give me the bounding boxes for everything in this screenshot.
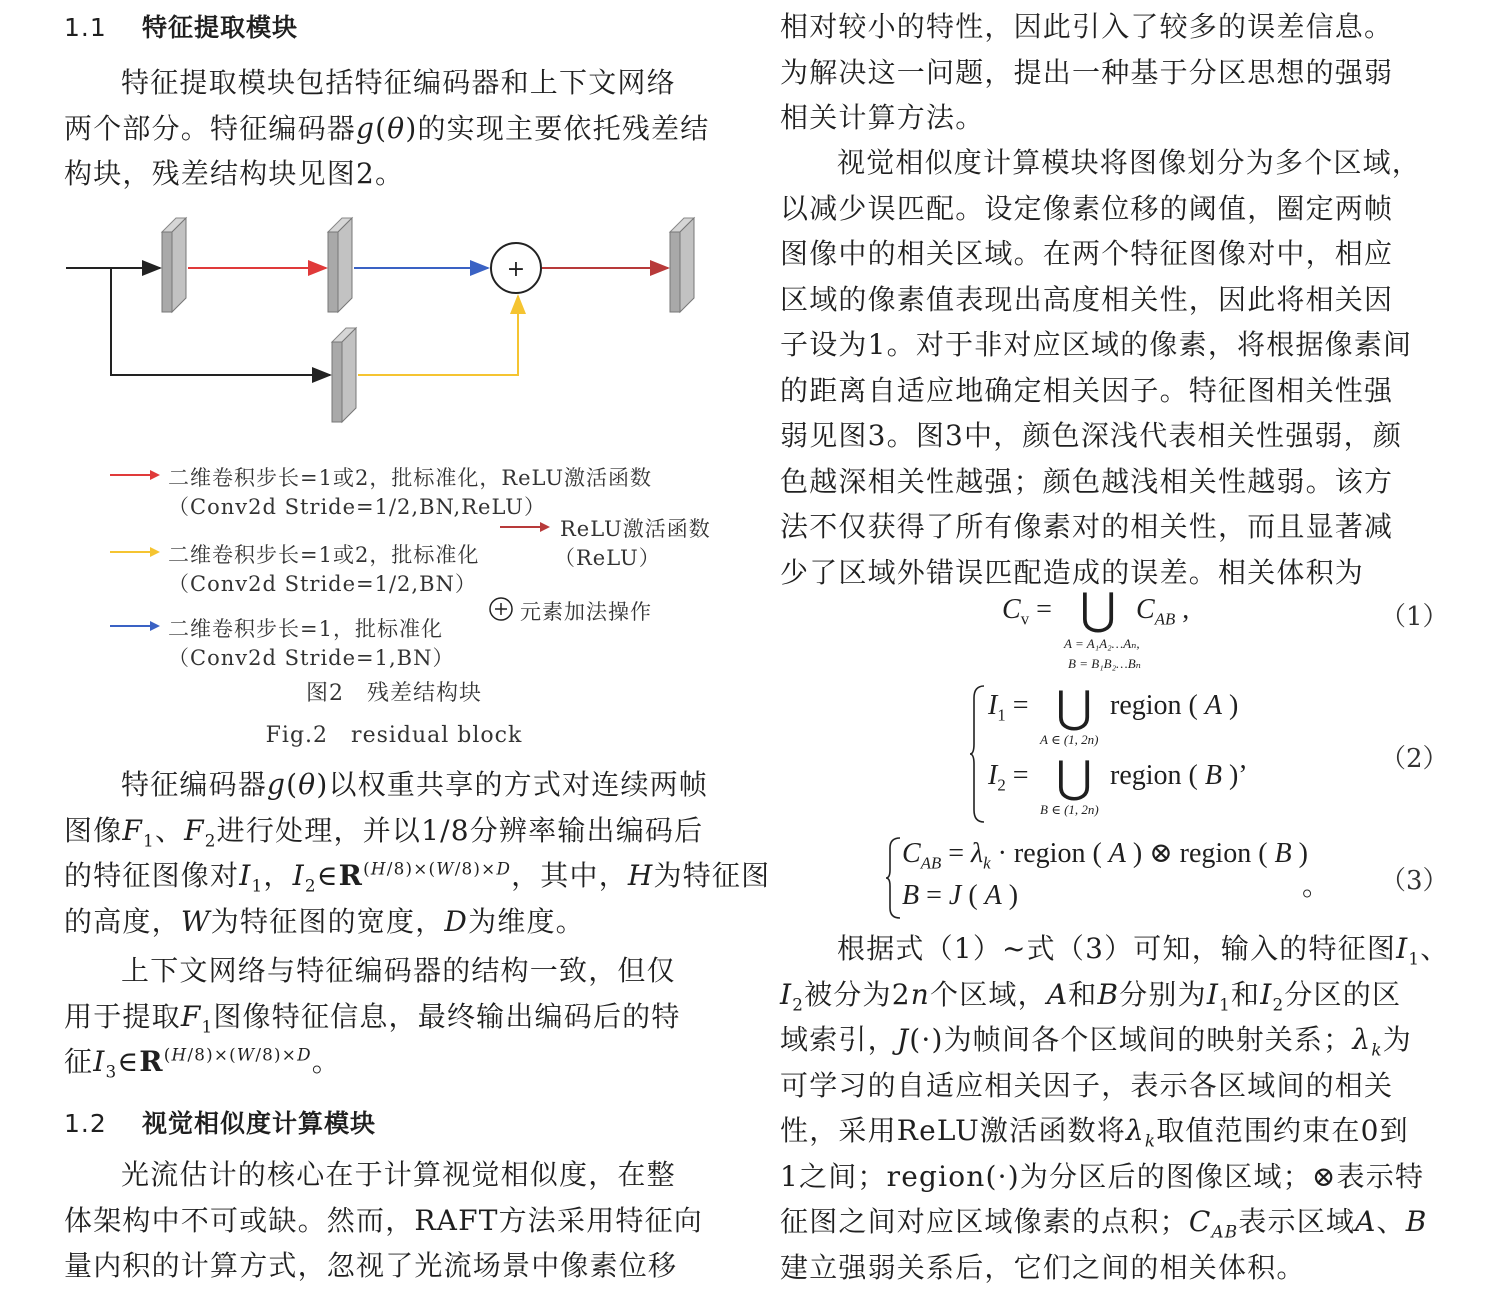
figure-caption-cn: 图2 残差结构块 — [306, 681, 482, 706]
conv-block-1 — [162, 218, 186, 312]
text-line: 根据式（1）~式（3）可知，输入的特征图$I_1$、 — [837, 932, 1450, 969]
text-line: 的高度，W为特征图的宽度，D为维度。 — [64, 904, 585, 938]
eq3-period: 。 — [1302, 871, 1331, 902]
section-number: 1.1 — [64, 13, 107, 42]
section-number: 1.2 — [64, 1109, 107, 1138]
legend-blue-arrow-icon — [110, 620, 162, 632]
legend-blue-text: 二维卷积步长=1，批标准化 — [168, 617, 443, 641]
legend-dark-red-subtext: （ReLU） — [554, 546, 661, 570]
text-line: 1之间；region(·)为分区后的图像区域；⊗表示特 — [780, 1159, 1425, 1193]
text-line: 特征提取模块包括特征编码器和上下文网络 — [121, 66, 676, 99]
section-title: 视觉相似度计算模块 — [142, 1109, 377, 1138]
text-line: 用于提取$F_1$图像特征信息，最终输出编码后的特 — [64, 999, 681, 1037]
eq2-union-index-b: B ∈ (1, 2n) — [1040, 802, 1099, 817]
eq1-union-index-a: A = A₁A₂…Aₙ, — [1064, 636, 1140, 651]
text-line: 色越深相关性越强；颜色越浅相关性越弱。该方 — [780, 464, 1394, 498]
text-line: 为解决这一问题，提出一种基于分区思想的强弱 — [780, 55, 1394, 89]
figure-legend — [64, 462, 724, 672]
legend-red-text: 二维卷积步长=1或2，批标准化，ReLU激活函数 — [168, 466, 653, 490]
text-line: 构块，残差结构块见图2。 — [64, 157, 405, 190]
conv-block-skip — [332, 328, 356, 422]
eq2-union-index-a: A ∈ (1, 2n) — [1040, 732, 1099, 747]
residual-block-diagram — [64, 210, 724, 440]
text-line: $I_2$被分为2n个区域，A和B分别为$I_1$和$I_2$分区的区 — [780, 977, 1402, 1015]
text-line: 上下文网络与特征编码器的结构一致，但仅 — [121, 954, 676, 987]
text-line: 建立强弱关系后，它们之间的相关体积。 — [780, 1250, 1306, 1284]
text-line: 图像$F_1$、$F_2$进行处理，并以1/8分辨率输出编码后 — [64, 813, 704, 851]
text-line: 可学习的自适应相关因子，表示各区域间的相关 — [780, 1068, 1394, 1102]
text-line: 的距离自适应地确定相关因子。特征图相关性强 — [780, 373, 1394, 407]
legend-plus-icon — [488, 596, 514, 622]
text-line: 少了区域外错误匹配造成的误差。相关体积为 — [780, 555, 1365, 589]
output-block — [670, 218, 694, 312]
legend-blue-subtext: （Conv2d Stride=1,BN） — [168, 646, 455, 670]
figure-caption-en: Fig.2 residual block — [265, 723, 523, 748]
text-line: 区域的像素值表现出高度相关性，因此将相关因 — [780, 282, 1394, 316]
legend-yellow-arrow-icon — [110, 546, 162, 558]
text-line: 两个部分。特征编码器g(θ)的实现主要依托残差结 — [64, 111, 710, 145]
text-line: 图像中的相关区域。在两个特征图像对中，相应 — [780, 237, 1394, 270]
paragraph-encoder — [64, 762, 771, 944]
text-line: 相对较小的特性，因此引入了较多的误差信息。 — [780, 10, 1394, 43]
text-line: 量内积的计算方式，忽视了光流场景中像素位移 — [64, 1249, 678, 1282]
legend-yellow-text: 二维卷积步长=1或2，批标准化 — [168, 543, 480, 567]
conv-block-2 — [328, 218, 352, 312]
legend-dark-red-arrow-icon — [500, 521, 552, 533]
equation-number-2: （2） — [1380, 744, 1449, 774]
element-add-node — [491, 243, 541, 293]
paragraph-continued — [780, 4, 1440, 141]
text-line: 性，采用ReLU激活函数将$\lambda_k$取值范围约束在0到 — [780, 1114, 1409, 1151]
text-line: 法不仅获得了所有像素对的相关性，而且显著减 — [780, 510, 1394, 543]
section-heading-1-1 — [64, 8, 298, 44]
text-line: 以减少误匹配。设定像素位移的阈值，圈定两帧 — [780, 191, 1394, 225]
text-line: 征$I_3\in R^{(H/8)\times(W/8)\times D}$。 — [64, 1044, 341, 1082]
text-line: 视觉相似度计算模块将图像划分为多个区域， — [837, 146, 1422, 179]
text-line: 特征编码器g(θ)以权重共享的方式对连续两帧 — [121, 768, 709, 801]
skip-arrow — [111, 268, 330, 375]
legend-yellow-subtext: （Conv2d Stride=1/2,BN） — [168, 572, 477, 596]
section-title: 特征提取模块 — [142, 13, 299, 42]
yellow-conv-arrow — [358, 296, 518, 375]
paragraph-similarity — [64, 1152, 724, 1289]
section-heading-1-2 — [64, 1104, 376, 1140]
paragraph-similarity-module — [780, 140, 1440, 595]
paragraph-explanation — [780, 926, 1450, 1290]
equation-number-3: （3） — [1380, 866, 1449, 896]
eq3-brace-icon — [886, 836, 902, 920]
eq1-union-index-b: B = B₁B₂…Bₙ — [1068, 656, 1141, 671]
text-line: 子设为1。对于非对应区域的像素，将根据像素间 — [780, 328, 1413, 361]
text-line: 光流估计的核心在于计算视觉相似度，在整 — [121, 1158, 676, 1191]
eq2-brace-icon — [970, 684, 986, 824]
text-line: 体架构中不可或缺。然而，RAFT方法采用特征向 — [64, 1203, 704, 1237]
paragraph-feature-extraction — [64, 60, 724, 197]
text-line: 征图之间对应区域像素的点积；$C_{AB}$表示区域A、B — [780, 1205, 1428, 1242]
legend-red-subtext: （Conv2d Stride=1/2,BN,ReLU） — [168, 495, 546, 519]
text-line: 相关计算方法。 — [780, 101, 985, 134]
paragraph-context-network — [64, 948, 724, 1085]
legend-red-arrow-icon — [110, 469, 162, 481]
legend-plus-text: 元素加法操作 — [520, 600, 652, 624]
equation-number-1: （1） — [1380, 602, 1449, 632]
text-line: 的特征图像对$I_1$，$I_2\in R^{(H/8)\times(W/8)\times D}$，其中，H为特征图 — [64, 858, 771, 896]
text-line: 域索引，J(·)为帧间各个区域间的映射关系；$\lambda_k$为 — [780, 1023, 1412, 1060]
plus-symbol: + — [506, 257, 526, 282]
text-line: 弱见图3。图3中，颜色深浅代表相关性强弱，颜 — [780, 419, 1403, 452]
legend-dark-red-text: ReLU激活函数 — [560, 517, 711, 541]
